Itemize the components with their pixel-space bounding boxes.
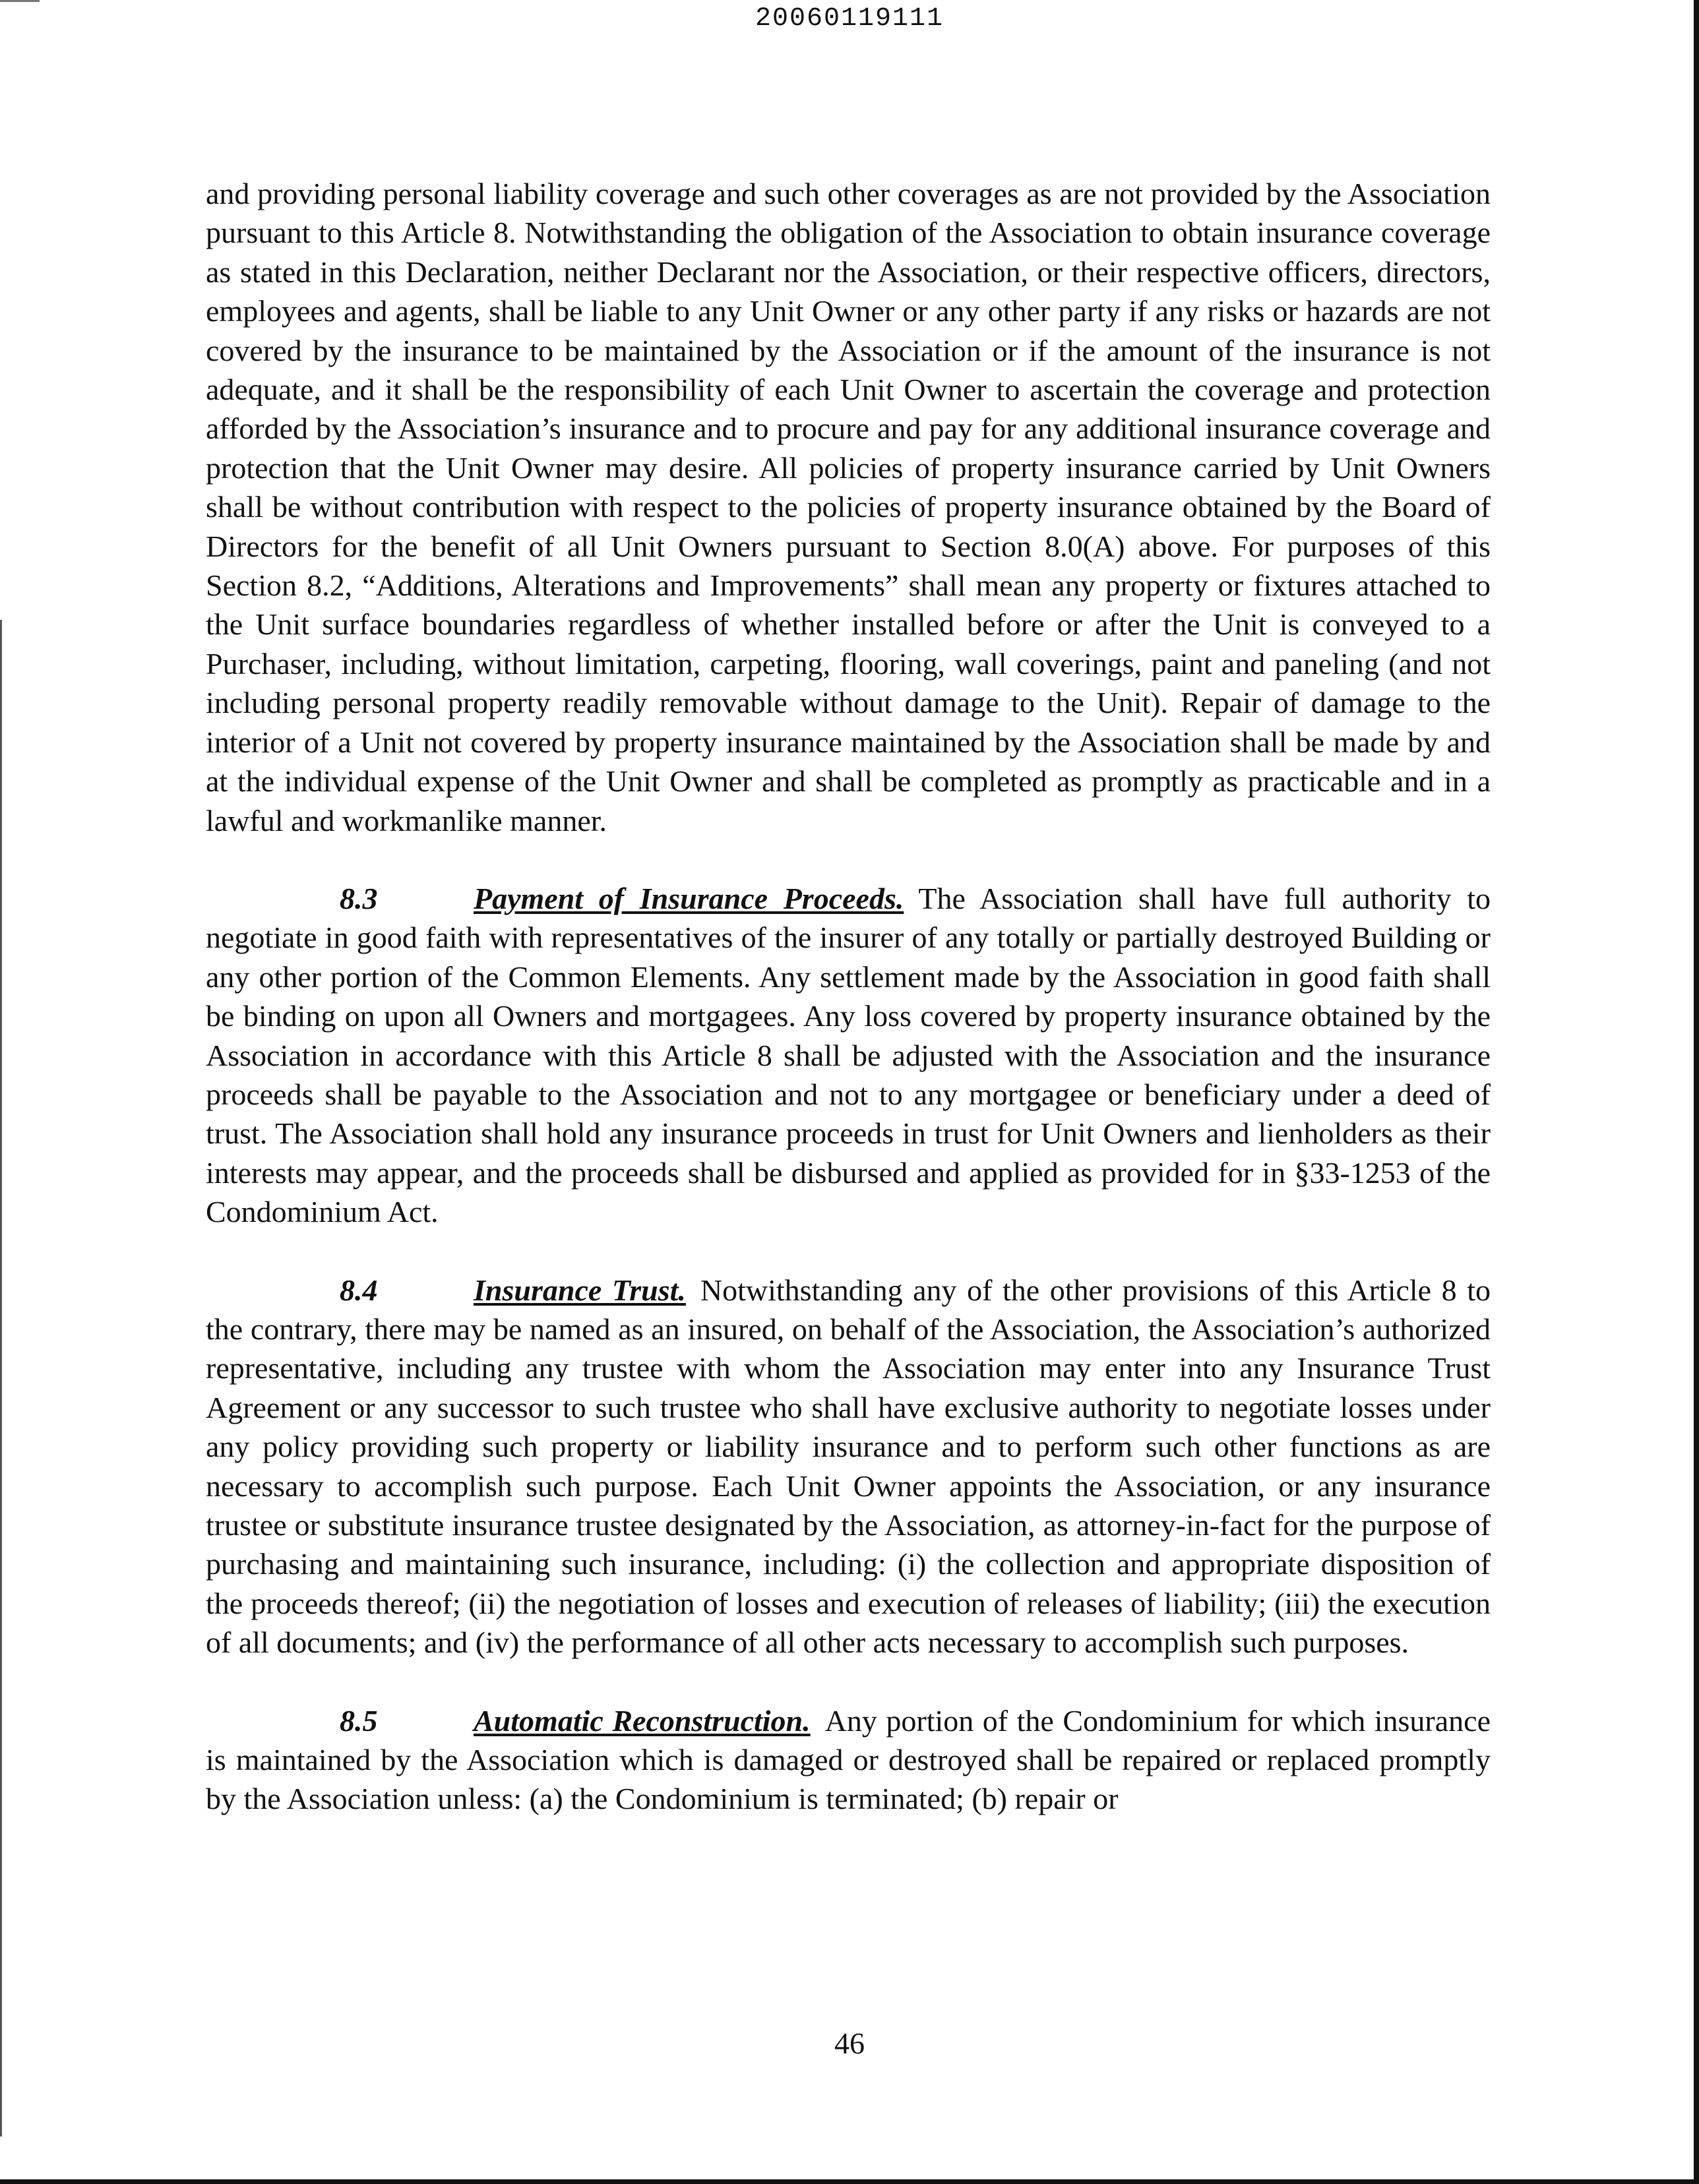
- scan-edge-left: [0, 620, 2, 2137]
- continuation-paragraph: and providing personal liability coverage and such other coverages as are not provided by the Association pursuant to this Article 8. Notwithstanding the obligation of the Association to obtain insurance coverage as stated in this Declaration, neither Declarant nor the Association, or their respective officers, directors, employees and agents, shall be liable to any Unit Owner or any other party if any risks or hazards are not covered by the insurance to be maintained by the Association or if the amount of the insurance is not adequate, and it shall be the responsibility of each Unit Owner to ascertain the coverage and protection afforded by the Association’s insurance and to procure and pay for any additional insurance coverage and protection that the Unit Owner may desire. All policies of property insurance carried by Unit Owners shall be without contribution with respect to the policies of property insurance obtained by the Board of Directors for the benefit of all Unit Owners pursuant to Section 8.0(A) above. For purposes of this Section 8.2, “Additions, Alterations and Improvements” shall mean any property or fixtures attached to the Unit surface boundaries regardless of whether installed before or after the Unit is conveyed to a Purchaser, including, without limitation, carpeting, flooring, wall coverings, paint and paneling (and not including personal property readily removable without damage to the Unit). Repair of damage to the interior of a Unit not covered by property insurance maintained by the Association shall be made by and at the individual expense of the Unit Owner and shall be completed as promptly as practicable and in a lawful and workmanlike manner.: [206, 177, 1491, 837]
- section-title: Payment of Insurance Proceeds.: [474, 881, 904, 915]
- section-title: Automatic Reconstruction.: [474, 1703, 811, 1738]
- section-text: Notwithstanding any of the other provisions of this Article 8 to the contrary, there may be named as an insured, on behalf of the Association, the Association’s authorized representative, including any trustee with whom the Association may enter into any Insurance Trust Agreement or any successor to such trustee who shall have exclusive authority to negotiate losses under any policy providing such property or liability insurance and to perform such other functions as are necessary to accomplish such purpose. Each Unit Owner appoints the Association, or any insurance trustee or substitute insurance trustee designated by the Association, as attorney-in-fact for the purpose of purchasing and maintaining such insurance, including: (i) the collection and appropriate disposition of the proceeds thereof; (ii) the negotiation of losses and execution of releases of liability; (iii) the execution of all documents; and (iv) the performance of all other acts necessary to accomplish such purposes.: [206, 1273, 1491, 1660]
- section-title: Insurance Trust.: [474, 1273, 686, 1307]
- section-number: 8.5: [340, 1703, 378, 1738]
- scan-edge-right: [1694, 0, 1699, 2184]
- scan-edge-bottom: [0, 2179, 1699, 2184]
- section-text: Any portion of the Condominium for which insurance is maintained by the Association which is damaged or destroyed shall be repaired or replaced promptly by the Association unless: (a) the Condominium is terminated; (b) repair or: [206, 1703, 1491, 1816]
- document-number: 20060119111: [755, 4, 944, 34]
- scan-mark: [0, 0, 40, 2]
- section-8-4: [206, 1271, 1491, 1662]
- document-body: [206, 174, 1491, 1819]
- section-8-5: [206, 1701, 1491, 1819]
- section-number: 8.4: [340, 1273, 378, 1307]
- section-8-3: [206, 879, 1491, 1232]
- page-number: 46: [834, 2026, 865, 2060]
- section-number: 8.3: [340, 881, 378, 915]
- section-text: The Association shall have full authority to negotiate in good faith with representatives of the insurer of any totally or partially destroyed Building or any other portion of the Common Elements. Any settlement made by the Association in good faith shall be binding on upon all Owners and mortgagees. Any loss covered by property insurance obtained by the Association in accordance with this Article 8 shall be adjusted with the Association and the insurance proceeds shall be payable to the Association and not to any mortgagee or beneficiary under a deed of trust. The Association shall hold any insurance proceeds in trust for Unit Owners and lienholders as their interests may appear, and the proceeds shall be disbursed and applied as provided for in §33-1253 of the Condominium Act.: [206, 881, 1491, 1229]
